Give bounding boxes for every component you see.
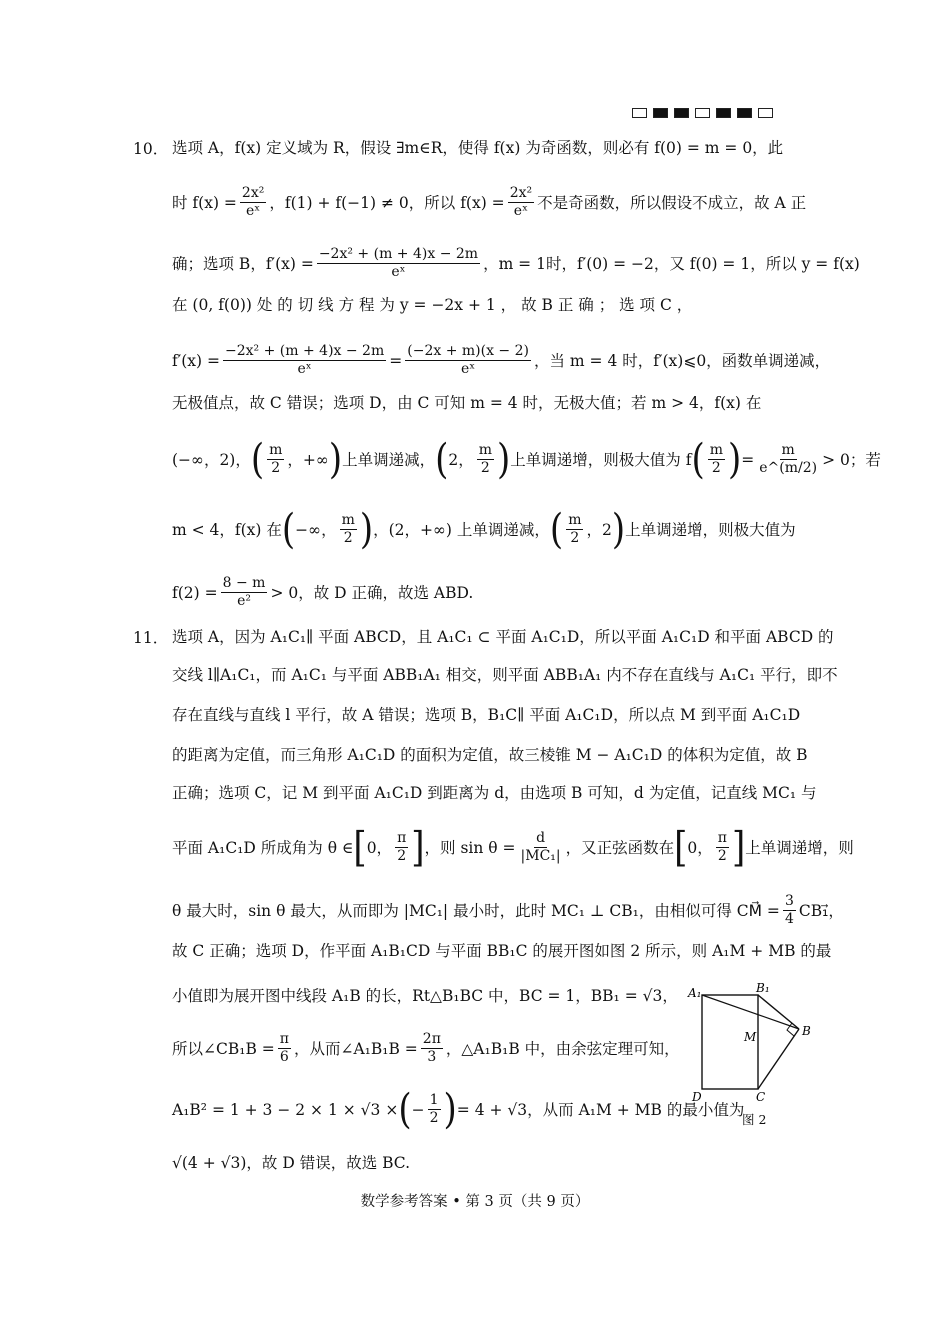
q10-line-3: 确；选项 B，f′(x) = $\frac{\text{−2x² + (m + 4)x − 2m}}{\text{eˣ}}$ ，m = 1时，f′(0) = −2，又 f(0) = 1，所以 y = f(x): [172, 246, 860, 280]
edge-bc: [758, 1029, 799, 1089]
q10-line-1: 选项 A，f(x) 定义域为 R，假设 ∃m∈R，使得 f(x) 为奇函数，则必有 f(0) = m = 0，此: [172, 139, 784, 157]
q10-line-5: f′(x) = $\frac{\text{−2x² + (m + 4)x − 2m}}{\text{eˣ}}$ = $\frac{(-2x + m)(x - 2)}{\text{eˣ}}$ ，当 m = 4 时，f′(x)⩽0，函数单调递减，: [172, 343, 831, 377]
mark-filled: [674, 108, 689, 118]
label-d: D: [692, 1090, 702, 1104]
q10-number: 10．: [133, 140, 169, 158]
q10-line-6: 无极值点，故 C 错误；选项 D，由 C 可知 m = 4 时，无极大值；若 m > 4，f(x) 在: [172, 394, 762, 412]
q10-line-7: (−∞，2)， ( $\frac{m}{2}$ ，+∞ ) 上单调递减， ( 2， $\frac{m}{2}$ ) 上单调递增，则极大值为 f ( $\frac{m}{2}$ ) = $\frac{m}{e\^{}(m/2)}$ > 0；若: [172, 435, 881, 484]
label-m: M: [744, 1030, 757, 1044]
q10-line-4: 在 (0, f(0)) 处 的 切 线 方 程 为 y = −2x + 1 ， 故 B 正 确 ； 选 项 C ，: [172, 296, 693, 314]
q11-number: 11．: [133, 629, 169, 647]
q10-line-9: f(2) = $\frac{8 - m}{\text{e²}}$ > 0，故 D 正确，故选 ABD.: [172, 575, 474, 609]
figure-2-caption: 图 2: [742, 1112, 767, 1127]
label-c: C: [756, 1090, 766, 1104]
segment-a1b: [702, 995, 799, 1029]
q11-line-3: 存在直线与直线 l 平行，故 A 错误；选项 B，B₁C∥ 平面 A₁C₁D，所以点 M 到平面 A₁C₁D: [172, 706, 801, 724]
q11-line-7: θ 最大时，sin θ 最大，从而即为 |MC₁| 最小时，此时 MC₁ ⊥ CB₁，由相似可得 CM⃗ = $\frac{3}{4}$ CB₁⃗，: [172, 893, 844, 927]
figure-2-diagram: [686, 983, 826, 1108]
mark-empty: [758, 108, 773, 118]
q11-line-10: 所以∠CB₁B = $\frac{\pi}{6}$ ，从而∠A₁B₁B = $\frac{2\pi}{3}$ ，△A₁B₁B 中，由余弦定理可知，: [172, 1031, 680, 1065]
page-footer: 数学参考答案 • 第 3 页（共 9 页）: [360, 1194, 590, 1210]
q11-line-8: 故 C 正确；选项 D，作平面 A₁B₁CD 与平面 BB₁C 的展开图如图 2 所示，则 A₁M + MB 的最: [172, 942, 832, 960]
mark-filled: [653, 108, 668, 118]
q10-line-2: 时 f(x) = $\frac{\text{2x²}}{\text{eˣ}}$ ，f(1) + f(−1) ≠ 0，所以 f(x) = $\frac{\text{2x²}}{\text{eˣ}}$ 不是奇函数，所以假设不成立，故 A 正: [172, 185, 807, 219]
q11-line-4: 的距离为定值，而三角形 A₁C₁D 的面积为定值，故三棱锥 M − A₁C₁D 的体积为定值，故 B: [172, 746, 808, 764]
q11-line-5: 正确；选项 C，记 M 到平面 A₁C₁D 到距离为 d，由选项 B 可知，d 为定值，记直线 MC₁ 与: [172, 784, 817, 802]
mark-filled: [716, 108, 731, 118]
q10-line-8: m < 4，f(x) 在 ( −∞， $\frac{m}{2}$ ) ，(2，+∞) 上单调递减， ( $\frac{m}{2}$ ，2 ) 上单调递增，则极大值为: [172, 505, 796, 554]
mark-empty: [632, 108, 647, 118]
q11-line-9: 小值即为展开图中线段 A₁B 的长，Rt△B₁BC 中，BC = 1，BB₁ = √3，: [172, 987, 678, 1005]
label-b1: B₁: [756, 983, 770, 995]
edge-b1b: [758, 995, 799, 1029]
mark-filled: [737, 108, 752, 118]
q11-line-2: 交线 l∥A₁C₁，而 A₁C₁ 与平面 ABB₁A₁ 相交，则平面 ABB₁A₁ 内不存在直线与 A₁C₁ 平行，即不: [172, 666, 838, 684]
q11-line-12: √(4 + √3)，故 D 错误，故选 BC.: [172, 1154, 411, 1172]
mark-empty: [695, 108, 710, 118]
header-marks: [632, 108, 773, 118]
q11-line-11: A₁B² = 1 + 3 − 2 × 1 × √3 × ( − $\frac{1}{2}$ ) = 4 + √3，从而 A₁M + MB 的最小值为: [172, 1085, 745, 1134]
q11-line-1: 选项 A，因为 A₁C₁∥ 平面 ABCD，且 A₁C₁ ⊂ 平面 A₁C₁D，所以平面 A₁C₁D 和平面 ABCD 的: [172, 628, 834, 646]
label-b: B: [802, 1024, 811, 1038]
label-a1: A₁: [688, 986, 702, 1000]
q11-line-6: 平面 A₁C₁D 所成角为 θ ∈ [ 0， $\frac{\pi}{2}$ ] ，则 sin θ = $\frac{d}{\text{|MC₁|}}$ ，又正弦函数在 [ 0， $\frac{\pi}{2}$ ] 上单调递增，则: [172, 823, 854, 872]
